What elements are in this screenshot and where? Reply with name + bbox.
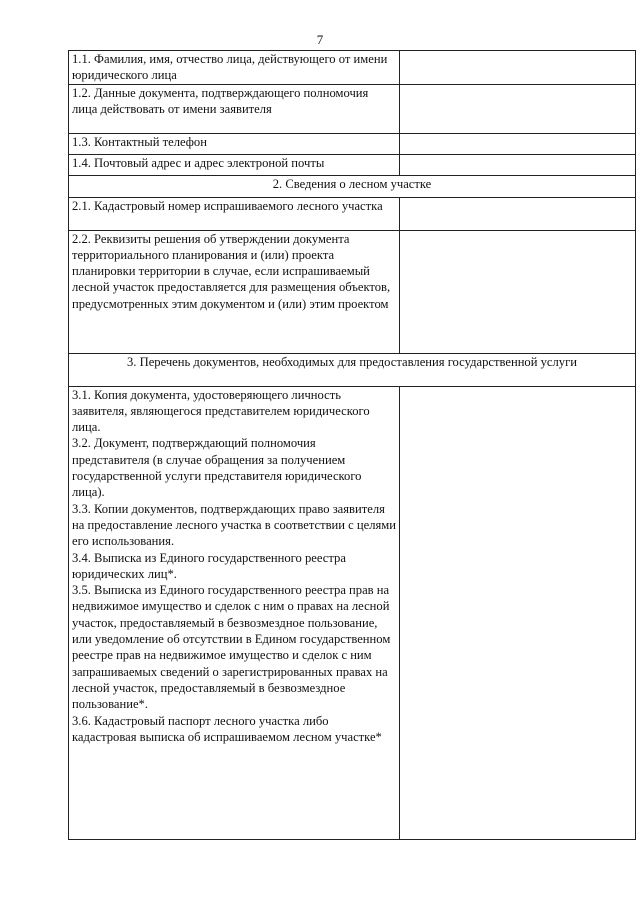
table-row	[69, 51, 636, 85]
field-label-cadastral-number: 2.1. Кадастровый номер испрашиваемого лесного участка	[69, 197, 400, 230]
page-number: 7	[316, 32, 324, 47]
list-item: 3.4. Выписка из Единого государственного реестра юридических лиц*.	[72, 550, 346, 581]
list-item: 3.1. Копия документа, удостоверяющего личность заявителя, являющегося представителем юридического лица.	[72, 387, 370, 435]
field-label-planning-decision: 2.2. Реквизиты решения об утверждении документа территориального планирования и (или) проекта планировки территории в случае, если испрашиваемый лесной участок предоставляется для размещения объектов, предусмотренных этим документом и (или) этим проектом	[69, 230, 400, 353]
table-row	[69, 230, 636, 353]
field-label-authority-document: 1.2. Данные документа, подтверждающего полномочия лица действовать от имени заявителя	[69, 84, 400, 133]
field-value-phone[interactable]	[400, 133, 636, 154]
table-row	[69, 133, 636, 154]
list-item: 3.6. Кадастровый паспорт лесного участка либо кадастровая выписка об испрашиваемом лесном участке*	[72, 713, 382, 744]
field-value-cadastral-number[interactable]	[400, 197, 636, 230]
field-value-authority-document[interactable]	[400, 84, 636, 133]
section-3-title: 3. Перечень документов, необходимых для предоставления государственной услуги	[69, 353, 636, 386]
field-value-planning-decision[interactable]	[400, 230, 636, 353]
documents-checklist-cell[interactable]	[400, 386, 636, 839]
table-row	[69, 154, 636, 175]
application-form-table	[68, 50, 636, 840]
field-value-address-email[interactable]	[400, 154, 636, 175]
field-value-full-name[interactable]	[400, 51, 636, 85]
section-header-row	[69, 175, 636, 197]
list-item: 3.5. Выписка из Единого государственного реестра прав на недвижимое имущество и сделок с ним о правах на лесной участок, предоставляемый в безвозмездное пользование, или уведомление об отсутствии в Едином государственном реестре прав на недвижимое имущество и сделок с ним запрашиваемых сведений о зарегистрированных правах на лесной участок, предоставляемый в безвозмездное пользование*.	[72, 583, 391, 712]
list-item: 3.3. Копии документов, подтверждающих право заявителя на предоставление лесного участка в соответствии с целями его использования.	[72, 501, 397, 549]
table-row	[69, 386, 636, 839]
section-2-title: 2. Сведения о лесном участке	[69, 175, 636, 197]
field-label-phone: 1.3. Контактный телефон	[69, 133, 400, 154]
section-header-row	[69, 353, 636, 386]
documents-list	[69, 386, 400, 839]
table-row	[69, 197, 636, 230]
table-row	[69, 84, 636, 133]
field-label-full-name: 1.1. Фамилия, имя, отчество лица, действующего от имени юридического лица	[69, 51, 400, 85]
field-label-address-email: 1.4. Почтовый адрес и адрес электроной почты	[69, 154, 400, 175]
list-item: 3.2. Документ, подтверждающий полномочия представителя (в случае обращения за получением государственной услуги представителя юридического лица).	[72, 436, 362, 500]
